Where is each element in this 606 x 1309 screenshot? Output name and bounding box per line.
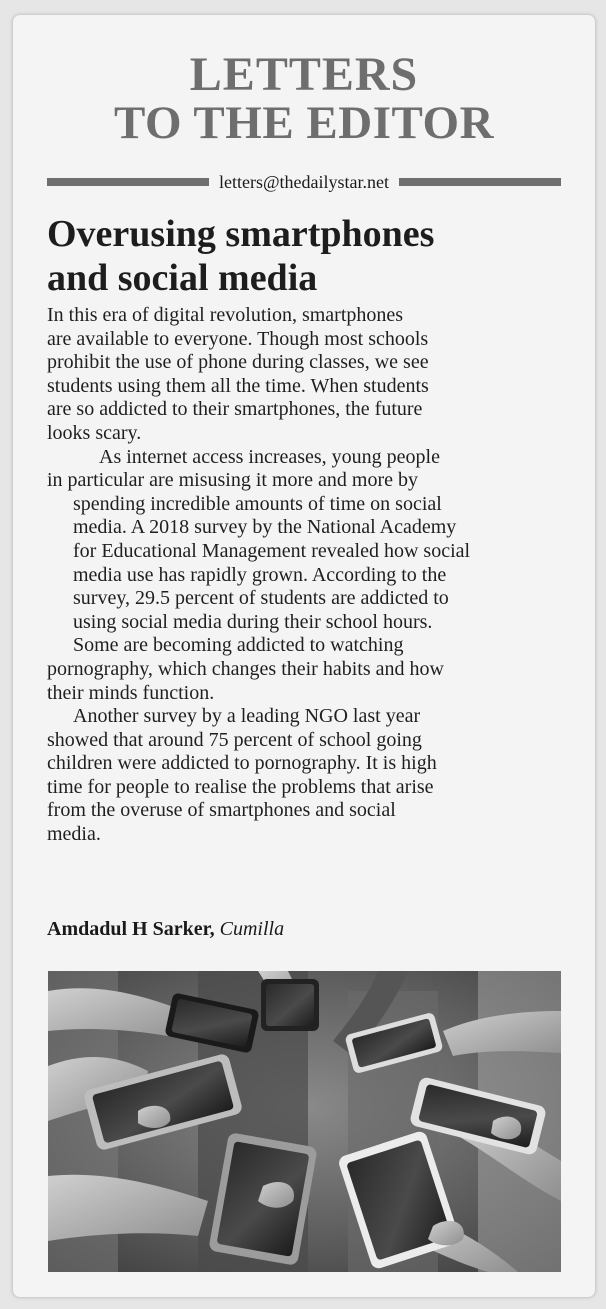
paragraph-line: Another survey by a leading NGO last year — [73, 705, 421, 728]
paragraph-line: In this era of digital revolution, smartphones — [47, 304, 404, 326]
byline-author: Amdadul H Sarker, — [47, 918, 215, 940]
paragraph-line: media use has rapidly grown. According to the — [73, 563, 447, 586]
paragraph-line: prohibit the use of phone during classes, we see — [47, 351, 429, 374]
paragraph-line: are available to everyone. Though most schools — [47, 327, 429, 350]
paragraph-line: media. A 2018 survey by the National Academy — [73, 516, 457, 539]
rule-left — [47, 178, 209, 186]
masthead-line-2: TO THE EDITOR — [113, 97, 495, 149]
section-masthead — [13, 48, 595, 149]
paragraph-line: their minds function. — [47, 681, 215, 704]
paragraph-line: pornography, which changes their habits and how — [47, 657, 444, 680]
smartphones-photo — [48, 971, 561, 1272]
masthead-line-1: LETTERS — [189, 48, 419, 101]
paragraph-line: for Educational Management revealed how social — [73, 539, 471, 562]
paragraph-line: time for people to realise the problems that arise — [47, 775, 434, 798]
paragraph-line: looks scary. — [47, 421, 142, 444]
headline-line-2: and social media — [47, 257, 318, 299]
paragraph-line: students using them all the time. When students — [47, 374, 429, 397]
phone-2 — [261, 979, 319, 1031]
email-rule — [47, 170, 561, 194]
paragraph-line: spending incredible amounts of time on social — [73, 492, 442, 515]
headline-line-1: Overusing smartphones — [47, 213, 435, 255]
article-body — [47, 304, 575, 847]
byline-location: Cumilla — [219, 918, 285, 940]
paragraph-line: children were addicted to pornography. It is high — [47, 752, 437, 775]
paragraph-line: Some are becoming addicted to watching — [73, 634, 404, 657]
byline — [47, 917, 284, 941]
photo-illustration — [48, 971, 561, 1272]
paragraph-line: media. — [47, 823, 101, 846]
rule-right — [399, 178, 561, 186]
article-headline — [47, 212, 575, 300]
paragraph-3 — [47, 634, 575, 705]
paragraph-line: using social media during their school hours. — [73, 610, 433, 633]
paragraph-4 — [47, 705, 575, 847]
paragraph-line: showed that around 75 percent of school going — [47, 728, 422, 751]
paragraph-line: in particular are misusing it more and more by — [47, 469, 419, 492]
editor-email: letters@thedailystar.net — [218, 171, 390, 192]
paragraph-line: are so addicted to their smartphones, the future — [47, 398, 423, 421]
paragraph-line: from the overuse of smartphones and social — [47, 799, 396, 822]
paragraph-line: As internet access increases, young people — [99, 445, 440, 468]
paragraph-line: survey, 29.5 percent of students are addicted to — [73, 587, 449, 610]
letters-page — [12, 14, 596, 1298]
paragraph-1 — [47, 304, 575, 446]
paragraph-2 — [47, 446, 575, 635]
